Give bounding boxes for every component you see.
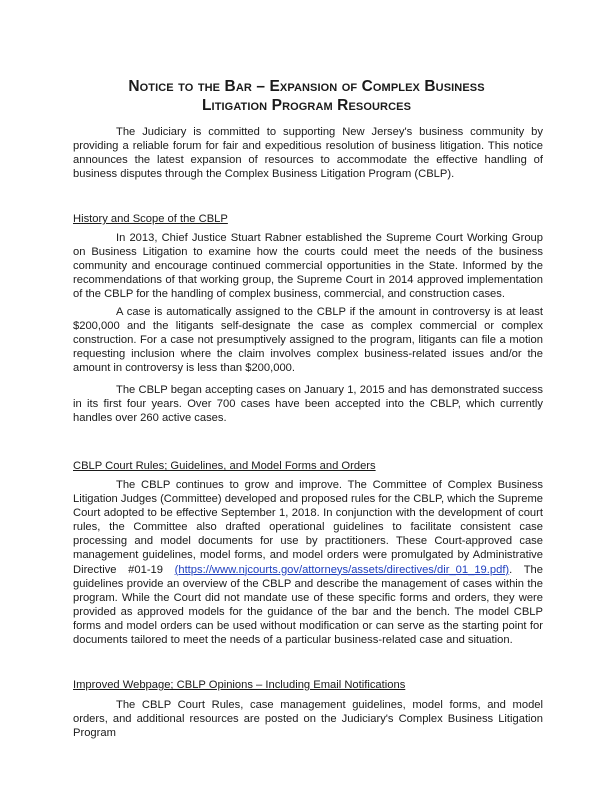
page-title-line-1: Notice to the Bar – Expansion of Complex Business [128, 78, 485, 95]
section-heading-rules: CBLP Court Rules; Guidelines, and Model Forms and Orders [73, 460, 376, 472]
rules-paragraph-1 [73, 478, 543, 647]
rules-text-after-link: . The guidelines provide an overview of the CBLP and describe the management of cases within the program. While the Court did not mandate use of these specific forms and orders, they were provided as approved models for the guidance of the bar and the bench. The model CBLP forms and model orders can be used without modification or can serve as the starting point for documents tailored to meet the needs of a particular business-related case and situation. [73, 563, 543, 647]
page-title-line-2: Litigation Program Resources [201, 97, 412, 114]
webpage-paragraph-1: The CBLP Court Rules, case management guidelines, model forms, and model orders, and additional resources are posted on the Judiciary's Complex Business Litigation Program [73, 699, 543, 740]
section-heading-history: History and Scope of the CBLP [73, 213, 228, 225]
intro-paragraph: The Judiciary is committed to supporting New Jersey's business community by providing a reliable forum for fair and expeditious resolution of business litigation. This notice announces the latest expansion of resources to accommodate the effective handling of business disputes through the Complex Business Litigation Program (CBLP). [73, 126, 543, 181]
section-heading-webpage: Improved Webpage; CBLP Opinions – Including Email Notifications [73, 679, 406, 691]
history-paragraph-1: In 2013, Chief Justice Stuart Rabner established the Supreme Court Working Group on Business Litigation to examine how the courts could meet the needs of the business community and encourage continued commercial opportunities in the State. Informed by the recommendations of that working group, the Supreme Court in 2014 approved implementation of the CBLP for the handling of complex business, commercial, and construction cases. [73, 232, 543, 301]
history-paragraph-2: A case is automatically assigned to the CBLP if the amount in controversy is at least $200,000 and the litigants self-designate the case as complex commercial or complex construction. For a case not presumptively assigned to the program, litigants can file a motion requesting inclusion where the claim involves complex business-related issues and/or the amount in controversy is less than $200,000. [73, 306, 543, 375]
history-paragraph-3: The CBLP began accepting cases on January 1, 2015 and has demonstrated success in its first four years. Over 700 cases have been accepted into the CBLP, which currently handles over 260 active cases. [73, 384, 543, 425]
directive-pdf-link[interactable]: (https://www.njcourts.gov/attorneys/assets/directives/dir_01_19.pdf) [174, 563, 510, 576]
rules-text-before-link: The CBLP continues to grow and improve. The Committee of Complex Business Litigation Judges (Committee) developed and proposed rules for the CBLP, which the Supreme Court adopted to be effective September 1, 2018. In conjunction with the development of court rules, the Committee also drafted operational guidelines to facilitate consistent case processing and model documents for use by practitioners. These Court-approved case management guidelines, model forms, and model orders were promulgated by Administrative Directive #01-19 [73, 479, 543, 576]
